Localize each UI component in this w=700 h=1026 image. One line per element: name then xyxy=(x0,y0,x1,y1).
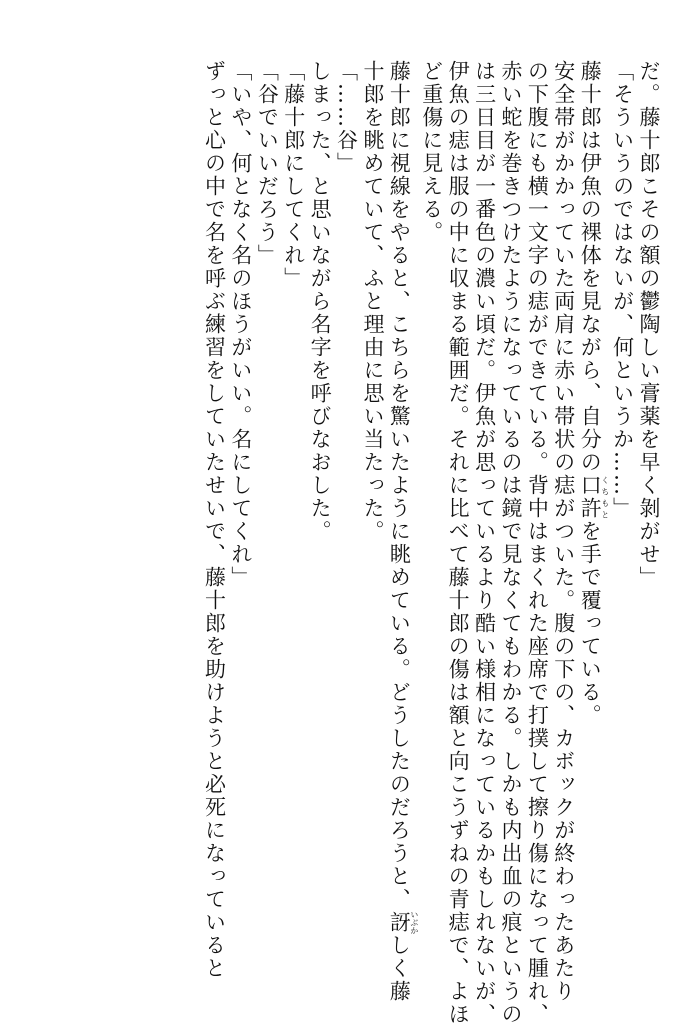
text-line-1: だ。藤十郎こその額の鬱陶しい膏薬を早く剝がせ」 xyxy=(637,60,661,589)
text-line-3 xyxy=(577,60,609,965)
text-line-16: 「いや、何となく名のほうがいい。名にしてくれ」 xyxy=(228,60,253,589)
text-line-7: は三日目が一番色の濃い頃だ。伊魚が思っているより酷い様相になっているかもしれないが、 xyxy=(472,60,497,1026)
text-line-4: 安全帯がかかっていた両肩に赤い帯状の痣がついた。腹の下の、カボックが終わったあたり xyxy=(551,60,576,1003)
text-line-9: ど重傷に見える。 xyxy=(419,60,444,244)
vertical-text-block xyxy=(201,60,662,1026)
text-line-3-tail: を手で覆っている。 xyxy=(578,520,603,727)
text-line-14: 「藤十郎にしてくれ」 xyxy=(281,60,306,290)
ruby-kuchimoto-base: 口許 xyxy=(578,474,603,520)
ruby-ibuka-base: 訝 xyxy=(387,910,412,935)
text-line-10-head: 藤十郎に視線をやると、こちらを驚いたように眺めている。どうしたのだろうと、 xyxy=(387,60,412,911)
text-line-3-head: 藤十郎は伊魚の裸体を見ながら、自分の xyxy=(578,60,603,474)
ruby-kuchimoto-reading: くちもと xyxy=(600,474,610,520)
text-line-13: しまった、と思いながら名字を呼びなおした。 xyxy=(308,60,333,543)
text-line-6: 赤い蛇を巻きつけたようになっているのは鏡で見なくてもわかる。しかも内出血の痕というの xyxy=(498,60,523,1026)
text-line-11: 十郎を眺めていて、ふと理由に思い当たった。 xyxy=(360,60,385,543)
text-line-10 xyxy=(386,60,419,1003)
ruby-kuchimoto xyxy=(578,474,610,520)
text-line-8: 伊魚の痣は服の中に収まる範囲だ。それに比べて藤十郎の傷は額と向こうずねの青痣で、よほ xyxy=(446,60,471,1026)
text-line-15: 「谷でいいだろう」 xyxy=(255,60,280,267)
text-line-10-tail: しく藤 xyxy=(387,934,412,1003)
text-line-12: 「……谷」 xyxy=(334,60,359,175)
text-line-5: の下腹にも横一文字の痣ができている。背中はまくれた座席で打撲して擦り傷になって腫れ、 xyxy=(525,60,550,1026)
ruby-ibuka-reading: いぶか xyxy=(409,910,419,935)
text-line-2: 「そういうのではないが、何というか……」 xyxy=(610,60,635,520)
ruby-ibuka xyxy=(387,910,419,935)
text-line-17: ずっと心の中で名を呼ぶ練習をしていたせいで、藤十郎を助けようと必死になっていると xyxy=(202,60,227,980)
